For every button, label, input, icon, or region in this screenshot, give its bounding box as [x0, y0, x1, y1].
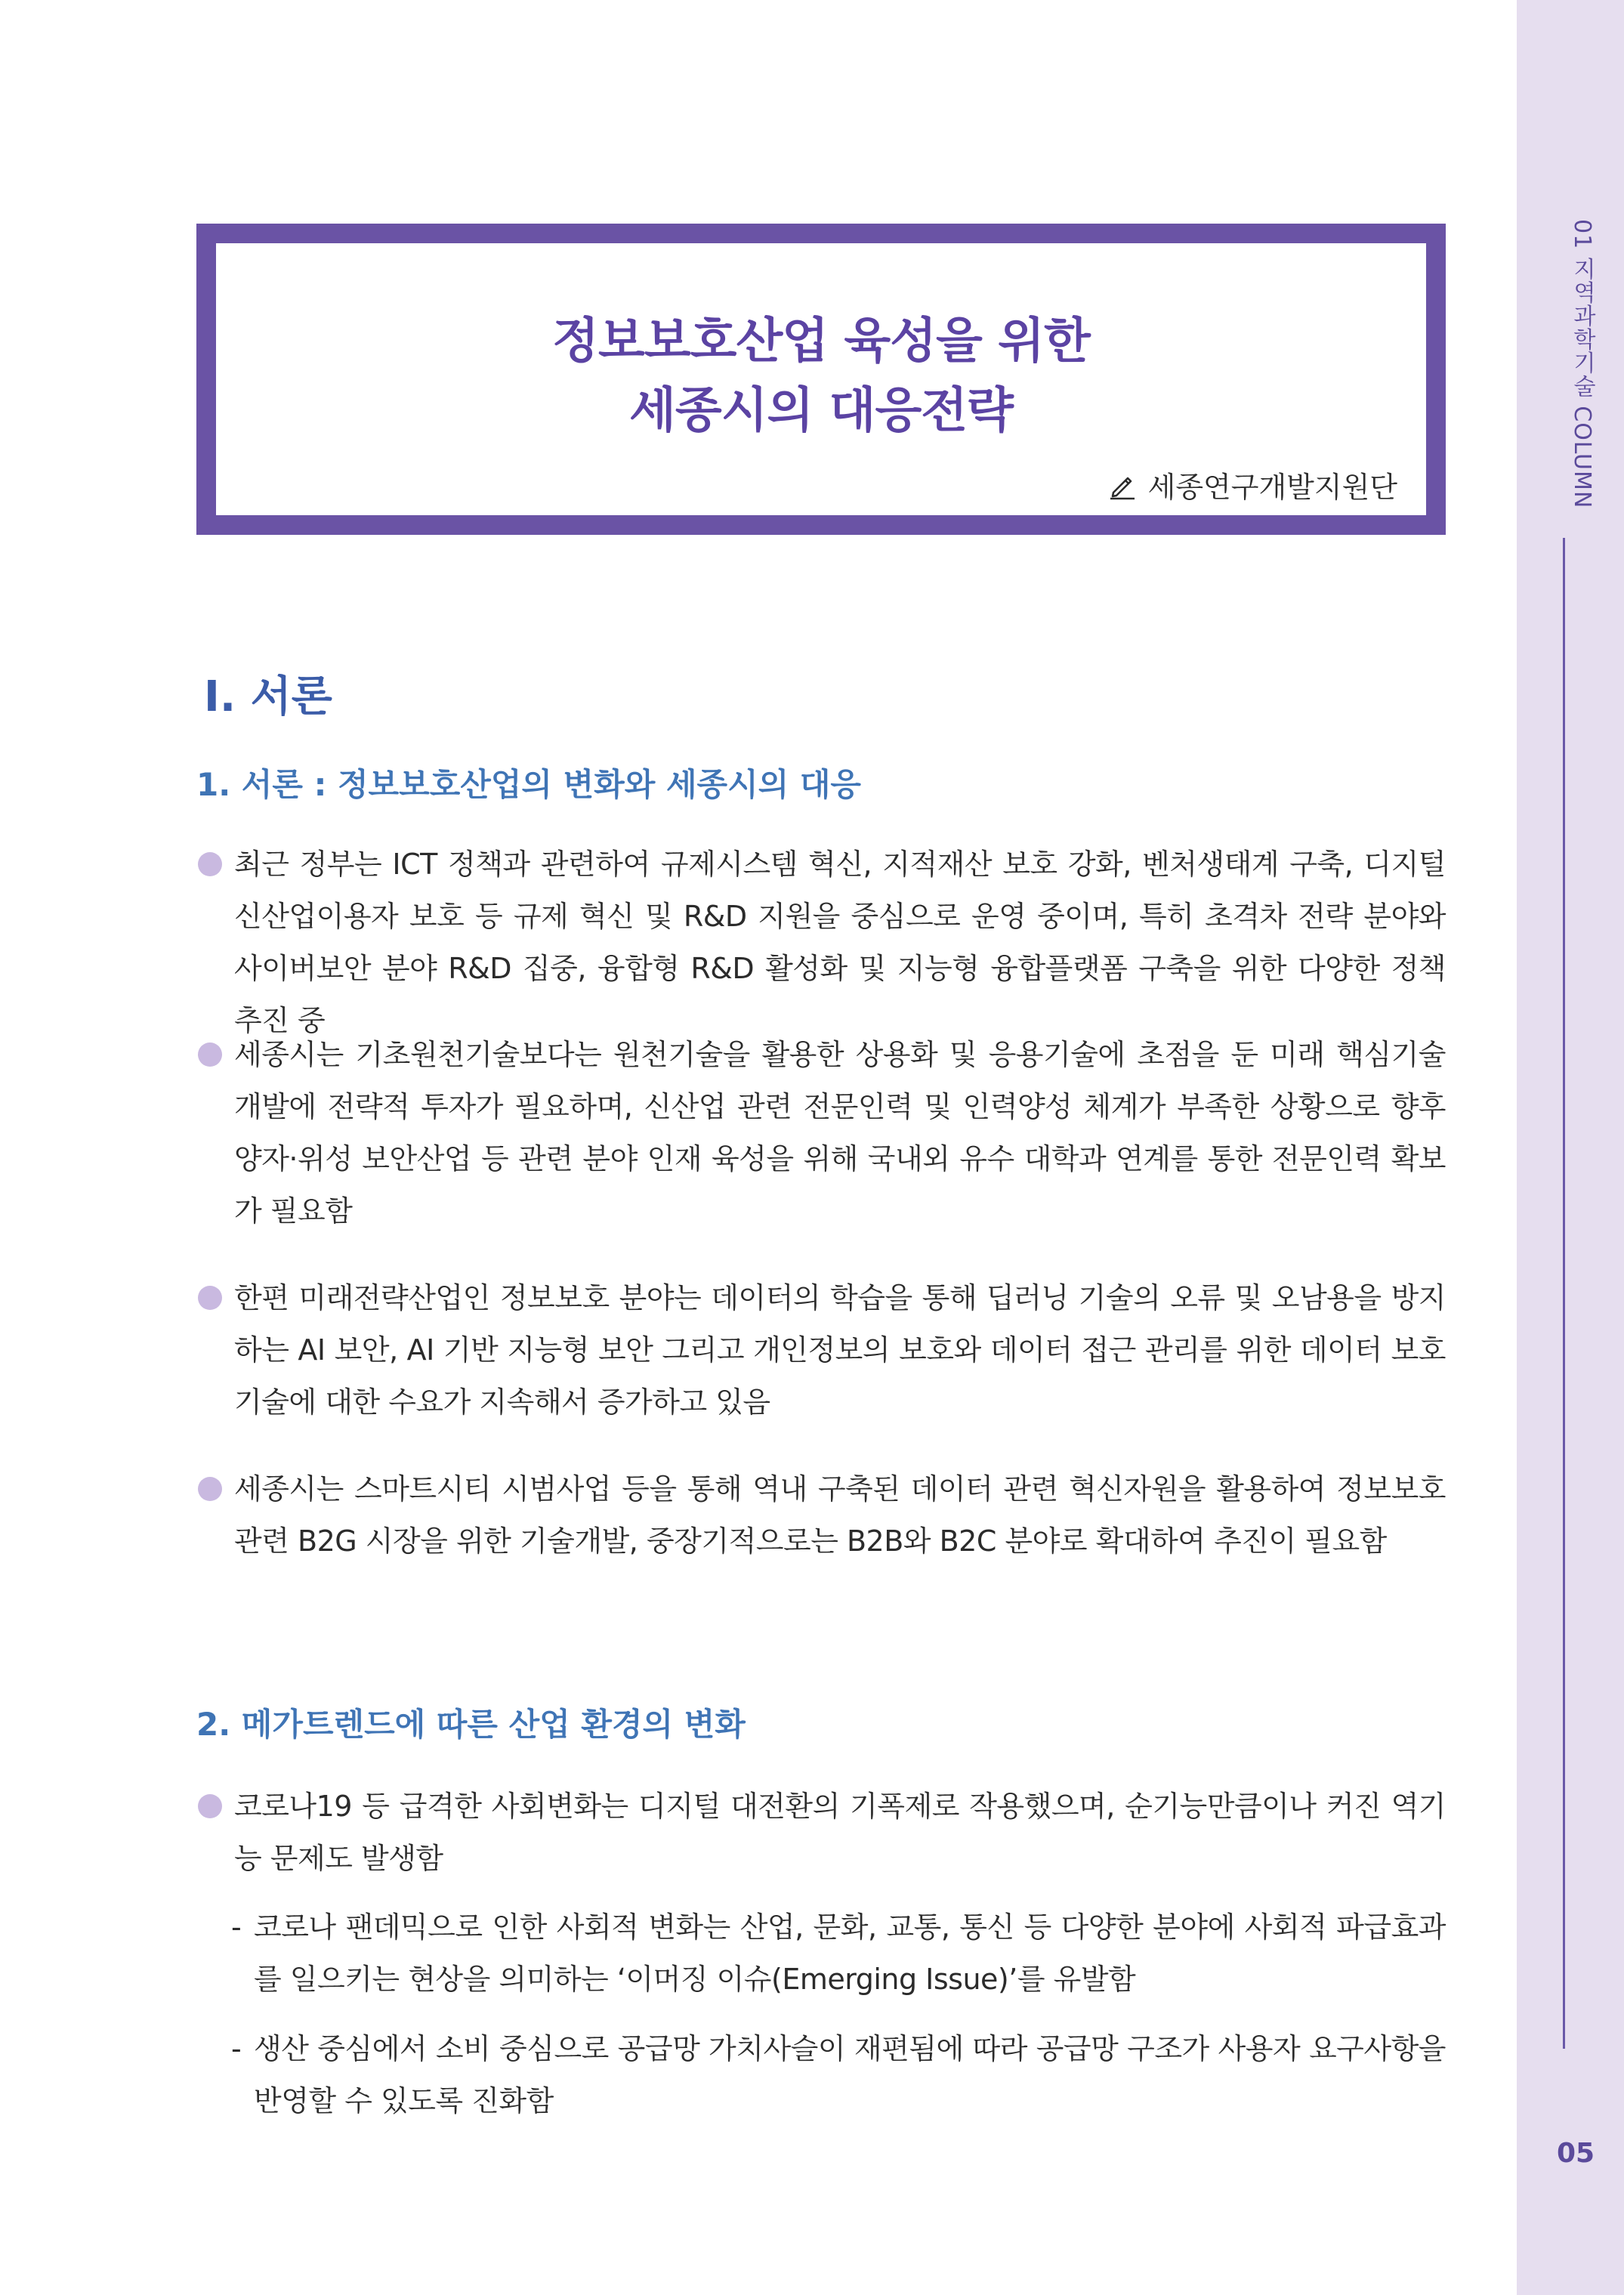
subsection-heading: 1. 서론 : 정보보호산업의 변화와 세종시의 대응 [196, 766, 862, 803]
bullet-text: 세종시는 스마트시티 시범사업 등을 통해 역내 구축된 데이터 관련 혁신자원을 활용하여 정보보호 관련 B2G 시장을 위한 기술개발, 중장기적으로는 B2B와 B2C 분야로 확대하여 추진이 필요함 [234, 1472, 1446, 1558]
dash-item [231, 2023, 1446, 2127]
author-line [1107, 464, 1397, 505]
bullet-dot-icon [198, 1042, 222, 1067]
bullet-dot-icon [198, 1286, 222, 1310]
title-line-1: 정보보호산업 육성을 위한 [552, 314, 1090, 369]
section-heading: Ⅰ. 서론 [204, 672, 332, 721]
author-name: 세종연구개발지원단 [1147, 471, 1397, 504]
dash-item [231, 1901, 1446, 2006]
bullet-text: 최근 정부는 ICT 정책과 관련하여 규제시스템 혁신, 지적재산 보호 강화, 벤처생태계 구축, 디지털 신산업이용자 보호 등 규제 혁신 및 R&D 지원을 중심으로 운영 중이며, 특히 초격차 전략 분야와 사이버보안 분야 R&D 집중, 융합형 R&D 활성화 및 지능형 융합플랫폼 구축을 위한 다양한 정책 추진 중 [234, 848, 1446, 1037]
subsection-heading: 2. 메가트렌드에 따른 산업 환경의 변화 [196, 1706, 746, 1743]
bullet-item [196, 1029, 1446, 1237]
bullet-text: 세종시는 기초원천기술보다는 원천기술을 활용한 상용화 및 응용기술에 초점을 둔 미래 핵심기술 개발에 전략적 투자가 필요하며, 신산업 관련 전문인력 및 인력양성 체계가 부족한 상황으로 향후 양자·위성 보안산업 등 관련 분야 인재 육성을 위해 국내외 유수 대학과 연계를 통한 전문인력 확보가 필요함 [234, 1038, 1446, 1228]
sidebar-label: 01 지역과학기술 COLUMN [1569, 219, 1595, 509]
dash-text: 생산 중심에서 소비 중심으로 공급망 가치사슬이 재편됨에 따라 공급망 구조가 사용자 요구사항을 반영할 수 있도록 진화함 [254, 2032, 1446, 2117]
dash-mark: - [231, 1910, 242, 1944]
title-line-2: 세종시의 대응전략 [629, 383, 1013, 439]
bullet-item [196, 1272, 1446, 1429]
title-box [196, 224, 1446, 535]
bullet-item [196, 1781, 1446, 1885]
dash-mark: - [231, 2032, 242, 2065]
pencil-icon [1107, 470, 1138, 500]
bullet-item [196, 839, 1446, 1047]
bullet-item [196, 1463, 1446, 1568]
bullet-text: 코로나19 등 급격한 사회변화는 디지털 대전환의 기폭제로 작용했으며, 순기능만큼이나 커진 역기능 문제도 발생함 [234, 1790, 1446, 1875]
sidebar-divider [1563, 538, 1565, 2049]
bullet-dot-icon [198, 1477, 222, 1501]
bullet-text: 한편 미래전략산업인 정보보호 분야는 데이터의 학습을 통해 딥러닝 기술의 오류 및 오남용을 방지하는 AI 보안, AI 기반 지능형 보안 그리고 개인정보의 보호와 데이터 접근 관리를 위한 데이터 보호 기술에 대한 수요가 지속해서 증가하고 있음 [234, 1281, 1446, 1419]
bullet-dot-icon [198, 1794, 222, 1818]
bullet-dot-icon [198, 852, 222, 876]
page-number: 05 [1556, 2138, 1595, 2169]
dash-text: 코로나 팬데믹으로 인한 사회적 변화는 산업, 문화, 교통, 통신 등 다양한 분야에 사회적 파급효과를 일으키는 현상을 의미하는 ‘이머징 이슈(Emerging Issue)’를 유발함 [254, 1910, 1446, 1996]
